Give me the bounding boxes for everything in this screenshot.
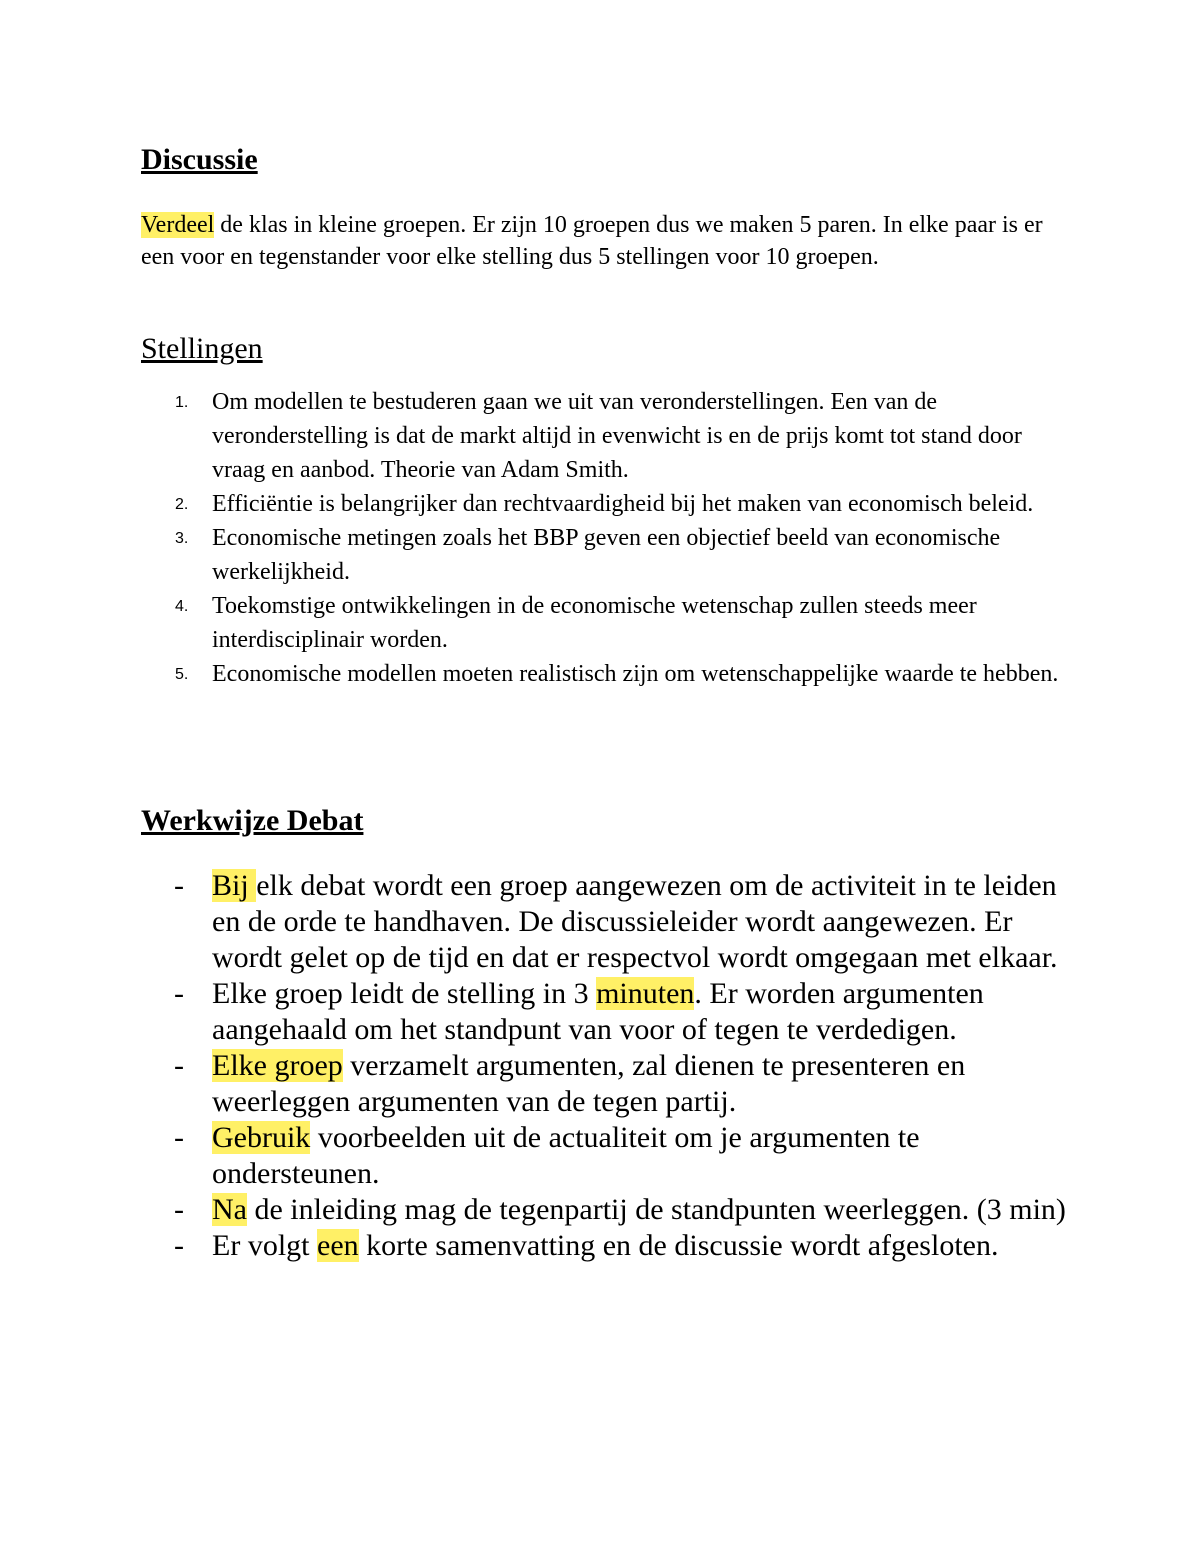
item-text-post: korte samenvatting en de discussie wordt afgesloten.: [358, 1229, 999, 1262]
stelling-text: Om modellen te bestuderen gaan we uit van veronderstellingen. Een van de veronderstelling is dat de markt altijd in evenwicht is en de prijs komt tot stand door vraag en aanbod. Theorie van Adam Smith.: [212, 389, 1022, 483]
stelling-text: Economische modellen moeten realistisch zijn om wetenschappelijke waarde te hebben.: [212, 661, 1059, 687]
heading-stellingen: Stellingen: [141, 332, 263, 365]
werkwijze-item-1: [141, 868, 1081, 976]
heading-werkwijze-debat: Werkwijze Debat: [141, 804, 364, 837]
item-text-post: . Er worden argumenten aangehaald om het standpunt van voor of tegen te verdedigen.: [212, 977, 984, 1046]
item-text-post: de inleiding mag de tegenpartij de standpunten weerleggen. (3 min): [246, 1193, 1066, 1226]
werkwijze-item-4: [141, 1120, 1081, 1192]
stelling-item-5: [141, 657, 1071, 691]
list-dash: -: [174, 977, 184, 1010]
item-text-pre: Er volgt: [212, 1229, 317, 1262]
stelling-number: 1.: [175, 394, 189, 411]
intro-paragraph: [141, 209, 1071, 273]
highlight-text: Bij: [212, 869, 257, 902]
list-dash: -: [174, 1121, 184, 1154]
list-dash: -: [174, 1193, 184, 1226]
list-dash: -: [174, 1229, 184, 1262]
stellingen-list: [141, 385, 1071, 691]
werkwijze-item-6: [141, 1228, 1081, 1264]
stelling-number: 2.: [175, 496, 189, 513]
highlight-text: minuten: [596, 977, 695, 1010]
highlight-verdeel: Verdeel: [141, 212, 215, 238]
werkwijze-item-5: [141, 1192, 1081, 1228]
stelling-item-3: [141, 521, 1071, 589]
stelling-item-2: [141, 487, 1071, 521]
heading-discussie: Discussie: [141, 143, 258, 176]
stelling-number: 4.: [175, 598, 189, 615]
list-dash: -: [174, 1049, 184, 1082]
intro-text: de klas in kleine groepen. Er zijn 10 groepen dus we maken 5 paren. In elke paar is er een voor en tegenstander voor elke stelling dus 5 stellingen voor 10 groepen.: [141, 212, 1043, 270]
stelling-text: Economische metingen zoals het BBP geven een objectief beeld van economische werkelijkheid.: [212, 525, 1001, 585]
item-text-pre: Elke groep leidt de stelling in 3: [212, 977, 597, 1010]
stelling-text: Efficiëntie is belangrijker dan rechtvaardigheid bij het maken van economisch beleid.: [212, 491, 1034, 517]
item-text-post: verzamelt argumenten, zal dienen te presenteren en weerleggen argumenten van de tegen partij.: [212, 1049, 966, 1118]
highlight-text: Elke groep: [212, 1049, 343, 1082]
item-text-post: voorbeelden uit de actualiteit om je argumenten te ondersteunen.: [212, 1121, 920, 1190]
werkwijze-item-2: [141, 976, 1081, 1048]
stelling-item-4: [141, 589, 1071, 657]
stelling-text: Toekomstige ontwikkelingen in de economische wetenschap zullen steeds meer interdisciplinair worden.: [212, 593, 977, 653]
stelling-item-1: [141, 385, 1071, 487]
werkwijze-item-3: [141, 1048, 1081, 1120]
highlight-text: Na: [212, 1193, 247, 1226]
highlight-text: een: [317, 1229, 359, 1262]
list-dash: -: [174, 869, 184, 902]
werkwijze-list: [141, 868, 1081, 1264]
highlight-text: Gebruik: [212, 1121, 311, 1154]
stelling-number: 3.: [175, 530, 189, 547]
item-text-post: elk debat wordt een groep aangewezen om de activiteit in te leiden en de orde te handhaven. De discussieleider wordt aangewezen. Er wordt gelet op de tijd en dat er respectvol wordt omgegaan met elkaar.: [212, 869, 1058, 974]
stelling-number: 5.: [175, 666, 189, 683]
